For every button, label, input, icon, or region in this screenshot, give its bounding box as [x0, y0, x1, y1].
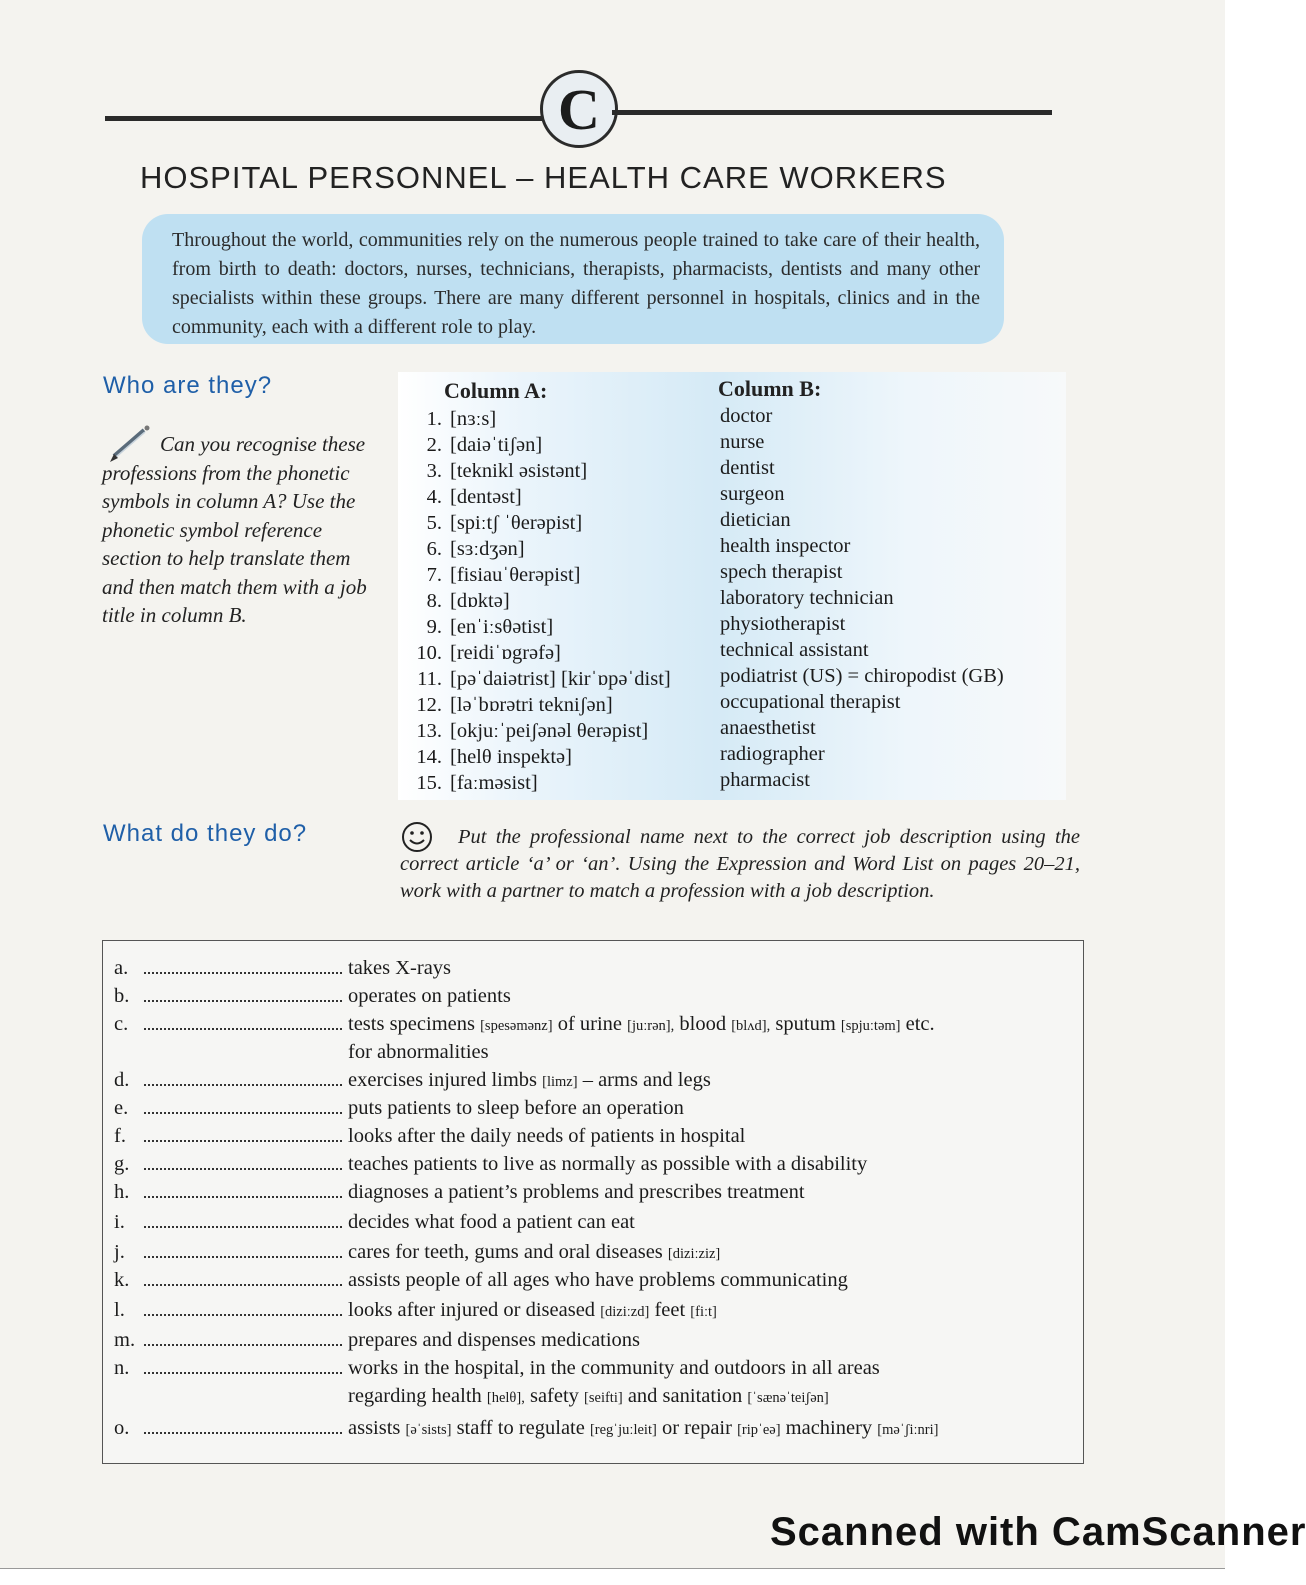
list-item: 3. [teknikl əsistənt] [426, 460, 588, 482]
matching-row-o: o. assists [əˈsists] staff to regulate [regˈjuːleit] or repair [ripˈeə] machinery [məˈʃiːnri] [114, 1417, 939, 1439]
answer-blank[interactable] [144, 1300, 342, 1316]
list-item: nurse [720, 431, 765, 453]
list-item: physiotherapist [720, 613, 846, 635]
column-a-heading: Column A: [444, 378, 548, 403]
matching-row-c: c. tests specimens [spesəmənz] of urine [juːrən], blood [blʌd], sputum [spjuːtəm] etc. [114, 1013, 935, 1035]
answer-blank[interactable] [144, 1330, 342, 1346]
list-item: 8. [dɒktə] [426, 590, 510, 612]
answer-blank[interactable] [144, 1014, 342, 1030]
matching-row-b: b. operates on patients [114, 985, 511, 1007]
list-item: 4. [dentəst] [426, 486, 522, 508]
section-letter-badge: C [540, 70, 618, 148]
matching-row-g: g. teaches patients to live as normally as possible with a disability [114, 1153, 868, 1175]
matching-row-l: l. looks after injured or diseased [diziːzd] feet [fiːt] [114, 1299, 717, 1321]
list-item: laboratory technician [720, 587, 894, 609]
list-item: 12. [ləˈbɒrətri tekniʃən] [416, 694, 613, 716]
list-item: spech therapist [720, 561, 843, 583]
matching-row-f: f. looks after the daily needs of patients in hospital [114, 1125, 746, 1147]
intro-box: Throughout the world, communities rely on the numerous people trained to take care of their health, from birth to death: doctors, nurses, technicians, therapists, pharmacists, dentists and many other specialists within these groups. There are many different personnel in hospitals, clinics and in the community, each with a different role to play. [142, 214, 1004, 344]
list-item: 6. [sɜːdʒən] [426, 538, 525, 560]
who-instructions: Can you recognise these professions from the phonetic symbols in column A? Use the phonetic symbol reference section to help translate them and then match them with a job title in column B. [102, 432, 367, 627]
list-item: 13. [okjuːˈpeiʃənəl θerəpist] [416, 720, 649, 742]
header-rule-right [612, 110, 1052, 115]
what-heading: What do they do? [103, 820, 308, 847]
matching-row-n-continued: regarding health [helθ], safety [seifti] and sanitation [ˈsænəˈteiʃən] [348, 1385, 829, 1407]
answer-blank[interactable] [144, 986, 342, 1002]
answer-blank[interactable] [144, 1182, 342, 1198]
list-item: occupational therapist [720, 691, 901, 713]
answer-blank[interactable] [144, 1154, 342, 1170]
matching-row-a: a. takes X-rays [114, 957, 452, 979]
column-b-list [720, 403, 1070, 793]
list-item: 11. [pəˈdaiətrist] [kirˈɒpəˈdist] [417, 668, 671, 690]
list-item: 10. [reidiˈɒgrəfə] [416, 642, 561, 664]
list-item: 14. [helθ inspektə] [416, 746, 572, 768]
answer-blank[interactable] [144, 958, 342, 974]
matching-row-j: j. cares for teeth, gums and oral diseases [diziːziz] [114, 1241, 721, 1263]
page-title: HOSPITAL PERSONNEL – HEALTH CARE WORKERS [140, 160, 947, 195]
matching-row-d: d. exercises injured limbs [limz] – arms and legs [114, 1069, 711, 1091]
list-item: dietician [720, 509, 791, 531]
answer-blank[interactable] [144, 1098, 342, 1114]
matching-row-i: i. decides what food a patient can eat [114, 1211, 635, 1233]
list-item: 9. [enˈiːsθətist] [426, 616, 554, 638]
matching-row-c-continued: for abnormalities [348, 1041, 489, 1063]
matching-row-e: e. puts patients to sleep before an operation [114, 1097, 684, 1119]
answer-blank[interactable] [144, 1418, 342, 1434]
column-b-heading: Column B: [718, 376, 822, 401]
list-item: 7. [fisiauˈθerəpist] [426, 564, 581, 586]
answer-blank[interactable] [144, 1358, 342, 1374]
who-heading: Who are they? [103, 372, 273, 399]
list-item: doctor [720, 405, 773, 427]
bottom-edge [0, 1568, 1225, 1585]
answer-blank[interactable] [144, 1126, 342, 1142]
scanner-watermark: Scanned with CamScanner [770, 1510, 1306, 1554]
answer-blank[interactable] [144, 1070, 342, 1086]
answer-blank[interactable] [144, 1242, 342, 1258]
list-item: radiographer [720, 743, 825, 765]
matching-row-n: n. works in the hospital, in the community and outdoors in all areas [114, 1357, 880, 1379]
matching-row-m: m. prepares and dispenses medications [114, 1329, 641, 1351]
header-rule-left [105, 116, 545, 121]
list-item: pharmacist [720, 769, 810, 791]
column-a-list [400, 406, 716, 796]
list-item: 5. [spiːtʃ ˈθerəpist] [426, 512, 583, 534]
list-item: technical assistant [720, 639, 869, 661]
what-instructions: Put the professional name next to the correct job description using the correct article ‘a’ or ‘an’. Using the Expression and Word List on pages 20–21, work with a partner to match a profession with a job description. [400, 826, 1080, 902]
list-item: 15. [faːməsist] [416, 772, 538, 794]
matching-row-h: h. diagnoses a patient’s problems and prescribes treatment [114, 1181, 805, 1203]
list-item: anaesthetist [720, 717, 816, 739]
answer-blank[interactable] [144, 1270, 342, 1286]
answer-blank[interactable] [144, 1212, 342, 1228]
list-item: health inspector [720, 535, 851, 557]
list-item: surgeon [720, 483, 785, 505]
list-item: dentist [720, 457, 775, 479]
list-item: podiatrist (US) = chiropodist (GB) [720, 665, 1004, 687]
list-item: 1. [nɜːs] [426, 408, 497, 430]
list-item: 2. [daiəˈtiʃən] [426, 434, 543, 456]
matching-row-k: k. assists people of all ages who have problems communicating [114, 1269, 848, 1291]
